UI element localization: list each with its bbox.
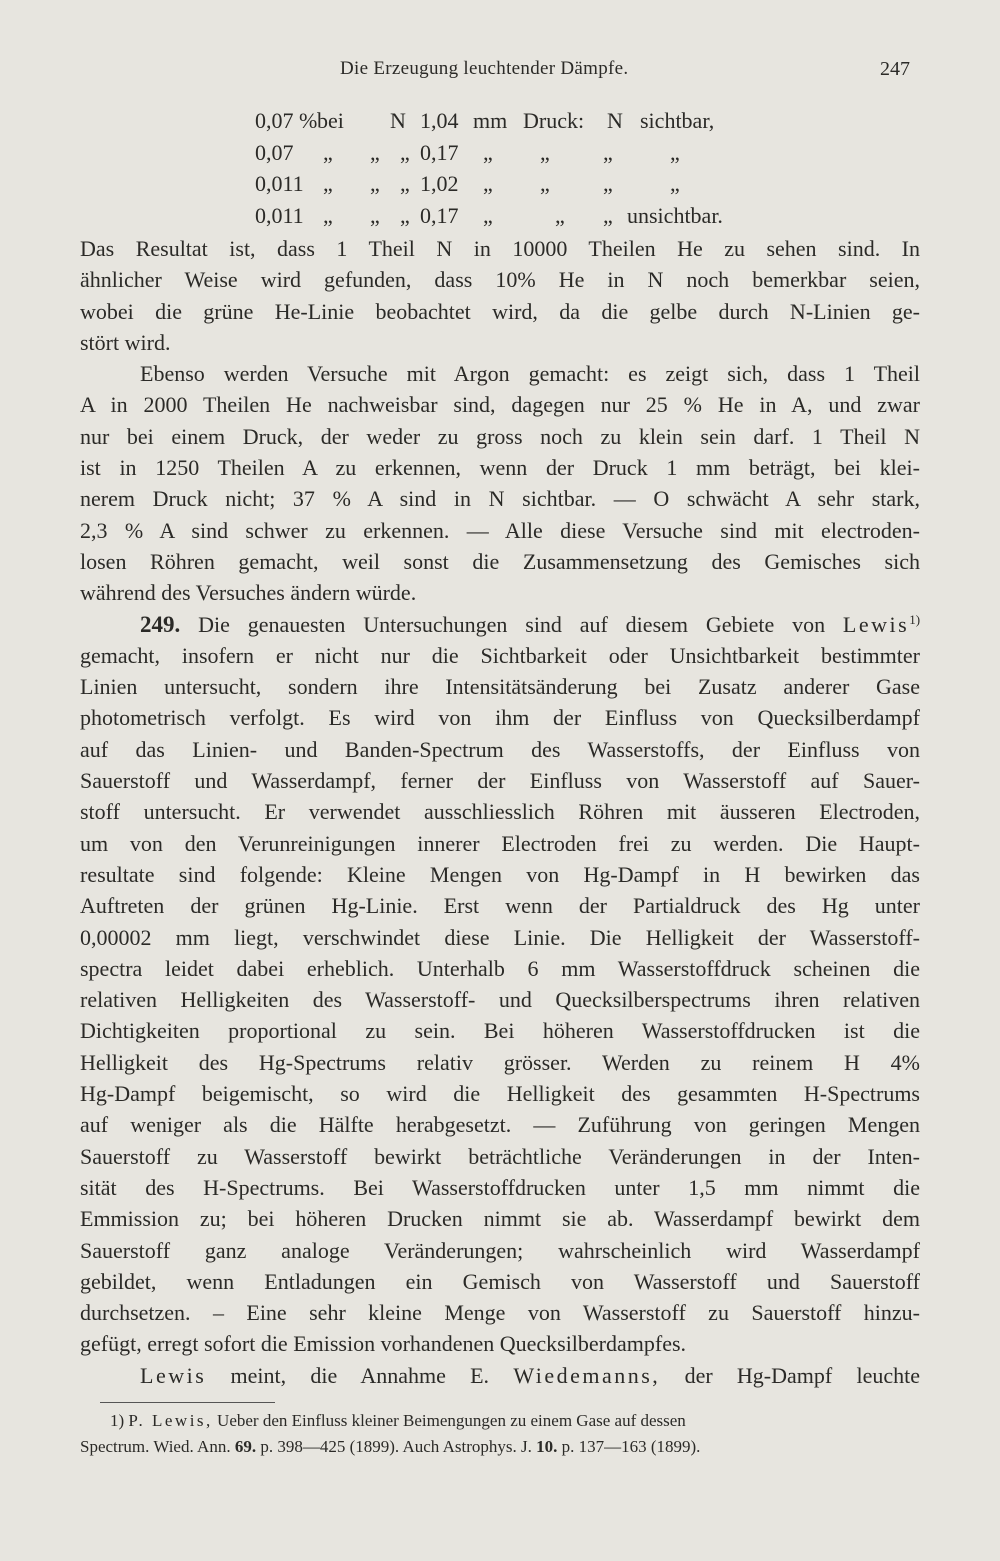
text-line: ist in 1250 Theilen A zu erkennen, wenn der Druck 1 mm beträgt, bei klei- bbox=[80, 455, 920, 481]
author-name: Wiedemanns, bbox=[513, 1362, 661, 1388]
text-line: Sauerstoff ganz analoge Veränderungen; wahrscheinlich wird Wasserdampf bbox=[80, 1237, 920, 1263]
cell: 0,17 bbox=[420, 202, 459, 228]
text-line: Ebenso werden Versuche mit Argon gemacht: es zeigt sich, dass 1 Theil bbox=[140, 361, 920, 387]
cell: 1,04 bbox=[420, 108, 459, 133]
author-name: Lewis bbox=[842, 611, 910, 637]
text-line: Hg-Dampf beigemischt, so wird die Helligkeit des gesammten H-Spectrums bbox=[80, 1081, 920, 1107]
text-line bbox=[80, 1360, 920, 1391]
cell: „ bbox=[670, 139, 680, 165]
cell: „ bbox=[483, 202, 493, 228]
text-line: ähnlicher Weise wird gefunden, dass 10% He in N noch bemerkbar seien, bbox=[80, 267, 920, 293]
cell: „ bbox=[323, 139, 333, 165]
text-line: auf weniger als die Hälfte herabgesetzt. — Zuführung von geringen Mengen bbox=[80, 1112, 920, 1138]
cell: „ bbox=[603, 139, 613, 165]
cell: „ bbox=[323, 202, 333, 228]
text-span: Spectrum. Wied. Ann. bbox=[80, 1437, 231, 1456]
text-line: resultate sind folgende: Kleine Mengen von Hg-Dampf in H bewirken das bbox=[80, 861, 920, 887]
footnote-mark: 1) bbox=[909, 611, 921, 627]
cell: 0,07 bbox=[255, 139, 294, 165]
cell: bei bbox=[317, 108, 344, 133]
volume-number: 10. bbox=[536, 1437, 558, 1456]
cell: 0,011 bbox=[255, 171, 304, 196]
cell: „ bbox=[370, 139, 380, 165]
author-name: Lewis bbox=[140, 1362, 207, 1388]
cell: „ bbox=[370, 202, 380, 228]
cell: „ bbox=[323, 171, 333, 196]
cell: „ bbox=[483, 171, 493, 196]
text-line: Das Resultat ist, dass 1 Theil N in 10000 Theilen He zu sehen sind. In bbox=[80, 236, 920, 261]
text-line: Auftreten der grünen Hg-Linie. Erst wenn der Partialdruck des Hg unter bbox=[80, 893, 920, 919]
text-span: meint, die Annahme E. bbox=[230, 1362, 490, 1388]
text-line: gebildet, wenn Entladungen ein Gemisch von Wasserstoff und Sauerstoff bbox=[80, 1268, 920, 1294]
volume-number: 69. bbox=[234, 1437, 257, 1456]
section-first-line bbox=[80, 609, 920, 640]
author-name: P. Lewis, bbox=[128, 1411, 213, 1430]
header-title: Die Erzeugung leuchtender Dämpfe. bbox=[340, 58, 629, 79]
text-line: Sauerstoff zu Wasserstoff bewirkt beträchtliche Veränderungen in der Inten- bbox=[80, 1143, 920, 1169]
cell: „ bbox=[400, 139, 410, 165]
text-line: photometrisch verfolgt. Es wird von ihm der Einfluss von Quecksilberdampf bbox=[80, 705, 920, 731]
footnote-mark: 1) bbox=[110, 1411, 125, 1430]
text-line: gemacht, insofern er nicht nur die Sichtbarkeit oder Unsichtbarkeit bestimmter bbox=[80, 642, 920, 668]
footnote-line bbox=[80, 1408, 920, 1434]
cell: unsichtbar. bbox=[627, 202, 723, 228]
cell: 0,17 bbox=[420, 139, 459, 165]
footnote bbox=[80, 1408, 920, 1460]
text-line: Emmission zu; bei höheren Drucken nimmt sie ab. Wasserdampf bewirkt dem bbox=[80, 1206, 920, 1232]
text-line: A in 2000 Theilen He nachweisbar sind, dagegen nur 25 % He in A, und zwar bbox=[80, 392, 920, 418]
page-number: 247 bbox=[880, 58, 910, 80]
cell: sichtbar, bbox=[640, 108, 715, 133]
cell: „ bbox=[540, 171, 550, 196]
cell: 1,02 bbox=[420, 171, 459, 196]
text-span: p. 137—163 (1899). bbox=[561, 1437, 701, 1456]
text-span: der Hg-Dampf leuchte bbox=[684, 1362, 921, 1388]
cell: „ bbox=[603, 171, 613, 196]
cell: 0,07 % bbox=[255, 108, 318, 133]
cell: N bbox=[390, 108, 406, 133]
text-line: Sauerstoff und Wasserdampf, ferner der Einfluss von Wasserstoff auf Sauer- bbox=[80, 768, 920, 794]
cell: „ bbox=[555, 202, 565, 228]
text-span: p. 398—425 (1899). Auch Astrophys. J. bbox=[260, 1437, 532, 1456]
text-line: stört wird. bbox=[80, 329, 171, 355]
cell: „ bbox=[370, 171, 380, 196]
cell: mm bbox=[473, 108, 508, 133]
running-header bbox=[0, 58, 1000, 88]
cell: N bbox=[607, 108, 623, 133]
text-line: gefügt, erregt sofort die Emission vorhandenen Quecksilberdampfes. bbox=[80, 1331, 687, 1357]
section-number: 249. bbox=[140, 611, 181, 637]
text-span: Die genauesten Untersuchungen sind auf diesem Gebiete von bbox=[198, 611, 826, 637]
paragraph bbox=[80, 1360, 920, 1391]
text-line: Dichtigkeiten proportional zu sein. Bei höheren Wasserstoffdrucken ist die bbox=[80, 1018, 920, 1044]
body-text bbox=[80, 233, 920, 1391]
text-line: sität des H-Spectrums. Bei Wasserstoffdrucken unter 1,5 mm nimmt die bbox=[80, 1174, 920, 1200]
cell: „ bbox=[400, 202, 410, 228]
paragraph bbox=[80, 358, 920, 608]
text-line: auf das Linien- und Banden-Spectrum des Wasserstoffs, der Einfluss von bbox=[80, 736, 920, 762]
cell: Druck: bbox=[523, 108, 585, 133]
section-249 bbox=[80, 609, 920, 1360]
text-line: durchsetzen. – Eine sehr kleine Menge von Wasserstoff zu Sauerstoff hinzu- bbox=[80, 1300, 920, 1326]
footnote-divider bbox=[100, 1402, 275, 1403]
footnote-line bbox=[80, 1434, 920, 1460]
cell: „ bbox=[400, 171, 410, 196]
paragraph bbox=[80, 233, 920, 358]
cell: „ bbox=[540, 139, 550, 165]
text-line: nerem Druck nicht; 37 % A sind in N sichtbar. — O schwächt A sehr stark, bbox=[80, 486, 920, 512]
text-line: während des Versuches ändern würde. bbox=[80, 580, 417, 606]
text-line: um von den Verunreinigungen innerer Electroden frei zu werden. Die Haupt- bbox=[80, 830, 920, 856]
cell: 0,011 bbox=[255, 202, 304, 228]
text-line: Helligkeit des Hg-Spectrums relativ grösser. Werden zu reinem H 4% bbox=[80, 1049, 920, 1075]
text-line: 0,00002 mm liegt, verschwindet diese Linie. Die Helligkeit der Wasserstoff- bbox=[80, 924, 920, 950]
text-line: losen Röhren gemacht, weil sonst die Zusammensetzung des Gemisches sich bbox=[80, 548, 920, 574]
text-line: nur bei einem Druck, der weder zu gross noch zu klein sein darf. 1 Theil N bbox=[80, 423, 920, 449]
text-line: wobei die grüne He-Linie beobachtet wird, da die gelbe durch N-Linien ge- bbox=[80, 298, 920, 324]
cell: „ bbox=[603, 202, 613, 228]
text-line: relativen Helligkeiten des Wasserstoff- und Quecksilberspectrums ihren relativen bbox=[80, 987, 920, 1013]
text-line: Linien untersucht, sondern ihre Intensitätsänderung bei Zusatz anderer Gase bbox=[80, 674, 920, 700]
text-span: Ueber den Einfluss kleiner Beimengungen zu einem Gase auf dessen bbox=[217, 1411, 686, 1430]
cell: „ bbox=[670, 171, 680, 196]
text-line: spectra leidet dabei erheblich. Unterhalb 6 mm Wasserstoffdruck scheinen die bbox=[80, 955, 920, 981]
text-line: 2,3 % A sind schwer zu erkennen. — Alle diese Versuche sind mit electroden- bbox=[80, 517, 920, 543]
cell: „ bbox=[483, 139, 493, 165]
text-line: stoff untersucht. Er verwendet ausschliesslich Röhren mit äusseren Electroden, bbox=[80, 799, 920, 825]
